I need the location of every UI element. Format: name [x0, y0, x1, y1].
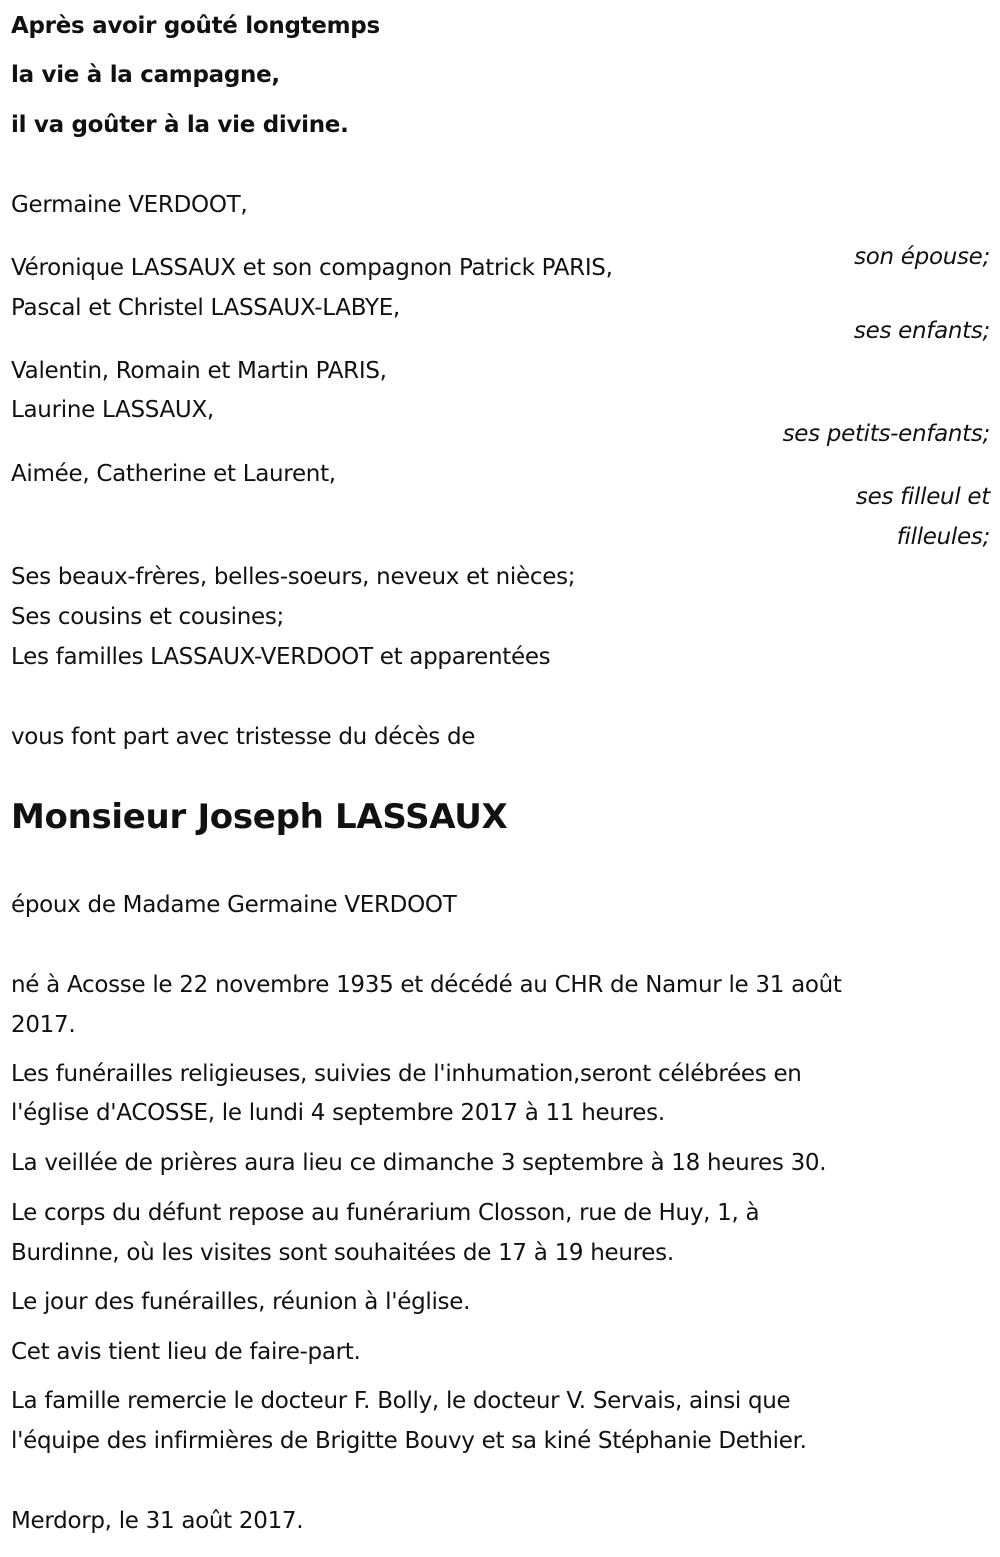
vigil-info: La veillée de prières aura lieu ce dimanche 3 septembre à 18 heures 30.	[11, 1150, 827, 1176]
godchildren-relation: filleules;	[896, 524, 990, 550]
birth-death: 2017.	[11, 1012, 76, 1038]
funerarium-info: Burdinne, où les visites sont souhaitées de 17 à 19 heures.	[11, 1240, 674, 1266]
other-relatives: Ses cousins et cousines;	[11, 604, 284, 630]
child-name: Pascal et Christel LASSAUX-LABYE,	[11, 295, 400, 321]
other-relatives: Ses beaux-frères, belles-soeurs, neveux et nièces;	[11, 564, 576, 590]
grandchild-name: Valentin, Romain et Martin PARIS,	[11, 358, 387, 384]
place-date: Merdorp, le 31 août 2017.	[11, 1508, 304, 1534]
spouse-of: époux de Madame Germaine VERDOOT	[11, 892, 457, 918]
grandchild-name: Laurine LASSAUX,	[11, 397, 214, 423]
spouse-name: Germaine VERDOOT,	[11, 192, 248, 218]
thanks: l'équipe des infirmières de Brigitte Bouvy et sa kiné Stéphanie Dethier.	[11, 1428, 807, 1454]
epitaph-line: Après avoir goûté longtemps	[11, 13, 380, 39]
other-relatives: Les familles LASSAUX-VERDOOT et apparentées	[11, 644, 551, 670]
spouse-relation: son épouse;	[854, 244, 990, 270]
funeral-info: l'église d'ACOSSE, le lundi 4 septembre 2017 à 11 heures.	[11, 1100, 665, 1126]
grandchildren-relation: ses petits-enfants;	[782, 421, 990, 447]
funeral-info: Les funérailles religieuses, suivies de l'inhumation,seront célébrées en	[11, 1061, 802, 1087]
epitaph-line: la vie à la campagne,	[11, 62, 280, 88]
notice-info: Cet avis tient lieu de faire-part.	[11, 1339, 361, 1365]
epitaph-line: il va goûter à la vie divine.	[11, 112, 349, 138]
birth-death: né à Acosse le 22 novembre 1935 et décédé au CHR de Namur le 31 août	[11, 972, 842, 998]
godchild-name: Aimée, Catherine et Laurent,	[11, 461, 336, 487]
thanks: La famille remercie le docteur F. Bolly, le docteur V. Servais, ainsi que	[11, 1388, 791, 1414]
funerarium-info: Le corps du défunt repose au funérarium Closson, rue de Huy, 1, à	[11, 1200, 760, 1226]
announcement: vous font part avec tristesse du décès de	[11, 724, 476, 750]
child-name: Véronique LASSAUX et son compagnon Patrick PARIS,	[11, 255, 613, 281]
meeting-info: Le jour des funérailles, réunion à l'église.	[11, 1289, 471, 1315]
deceased-name: Monsieur Joseph LASSAUX	[11, 797, 508, 837]
children-relation: ses enfants;	[853, 318, 990, 344]
godchildren-relation: ses filleul et	[855, 484, 990, 510]
